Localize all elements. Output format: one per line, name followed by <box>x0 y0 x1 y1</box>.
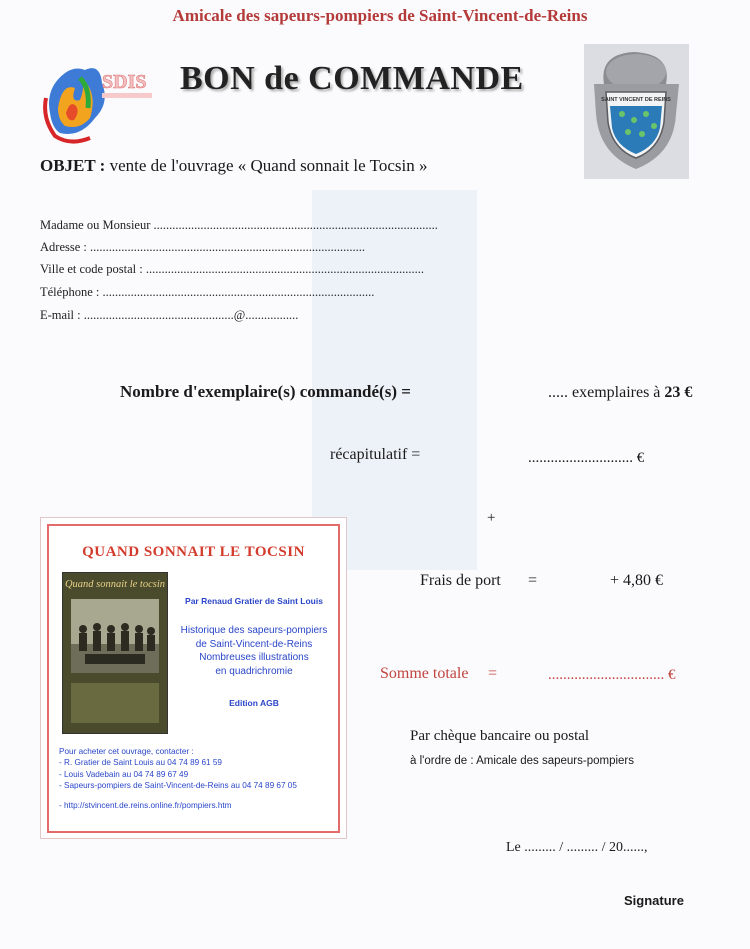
book-cover-text-area <box>71 683 159 723</box>
field-phone[interactable]: Téléphone : ....................................................................................... <box>40 285 375 299</box>
total-label: Somme totale <box>380 665 469 682</box>
signature-label: Signature <box>624 893 684 908</box>
firefighter-badge-image <box>584 44 689 179</box>
flyer-edition: Edition AGB <box>229 698 279 708</box>
flyer-description <box>179 624 329 678</box>
plus-sign: + <box>487 510 496 526</box>
recap-label: récapitulatif = <box>330 446 421 463</box>
objet-line <box>40 156 427 176</box>
payment-method: Par chèque bancaire ou postal <box>410 728 590 744</box>
association-header: Amicale des sapeurs-pompiers de Saint-Vincent-de-Reins <box>172 6 588 25</box>
book-cover-image <box>62 572 168 734</box>
flyer-frame <box>47 524 340 833</box>
shipping-label: Frais de port <box>420 572 501 589</box>
recap-field[interactable]: ............................ € <box>528 450 645 466</box>
flyer-desc-line: Historique des sapeurs-pompiers <box>180 625 328 636</box>
exemplaires-text: ..... exemplaires à <box>548 384 665 401</box>
objet-label: OBJET : <box>40 156 106 175</box>
contact-line <box>59 792 334 800</box>
field-address[interactable]: Adresse : ........................................................................................ <box>40 240 365 254</box>
flyer-contacts <box>59 746 334 811</box>
flyer-desc-line: de Saint-Vincent-de-Reins <box>195 638 313 650</box>
flyer-title: QUAND SONNAIT LE TOCSIN <box>82 544 305 560</box>
contact-url[interactable]: - http://stvincent.de.reins.online.fr/pompiers.htm <box>59 800 232 810</box>
book-cover-title: Quand sonnait le tocsin <box>64 579 166 590</box>
book-flyer <box>40 517 347 839</box>
objet-text: vente de l'ouvrage « Quand sonnait le Tocsin » <box>105 156 428 175</box>
flyer-author: Par Renaud Gratier de Saint Louis <box>185 596 323 606</box>
svg-text:SDIS: SDIS <box>102 71 147 93</box>
field-email[interactable]: E-mail : ................................................@................. <box>40 308 299 322</box>
field-name[interactable]: Madame ou Monsieur ........................................................................................... <box>40 218 438 232</box>
field-city-postal[interactable]: Ville et code postal : ......................................................................................... <box>40 262 424 276</box>
unit-price: 23 € <box>664 384 693 401</box>
contact-line: - Louis Vadebain au 04 74 89 67 49 <box>59 769 189 779</box>
contact-line: - Sapeurs-pompiers de Saint-Vincent-de-Reins au 04 74 89 67 05 <box>59 781 297 791</box>
contact-line: Pour acheter cet ouvrage, contacter : <box>59 747 194 756</box>
svg-text:SAINT VINCENT DE REINS: SAINT VINCENT DE REINS <box>601 97 671 103</box>
shipping-equals: = <box>528 572 538 589</box>
quantity-field[interactable] <box>548 384 692 402</box>
payment-order: à l'ordre de : Amicale des sapeurs-pompiers <box>410 755 634 767</box>
quantity-label: Nombre d'exemplaire(s) commandé(s) = <box>120 382 411 401</box>
contact-line: - R. Gratier de Saint Louis au 04 74 89 61 59 <box>59 758 222 768</box>
total-equals: = <box>488 665 498 682</box>
sdis-logo <box>40 58 165 148</box>
flyer-desc-line: Nombreuses illustrations <box>199 652 309 663</box>
shipping-value: + 4,80 € <box>610 572 664 589</box>
date-field[interactable]: Le ......... / ......... / 20......, <box>506 840 648 855</box>
book-cover-photo <box>71 599 159 673</box>
flyer-desc-line: en quadrichromie <box>215 665 293 677</box>
page-title: BON de COMMANDE <box>180 60 524 97</box>
total-field[interactable]: ............................... € <box>548 667 676 683</box>
